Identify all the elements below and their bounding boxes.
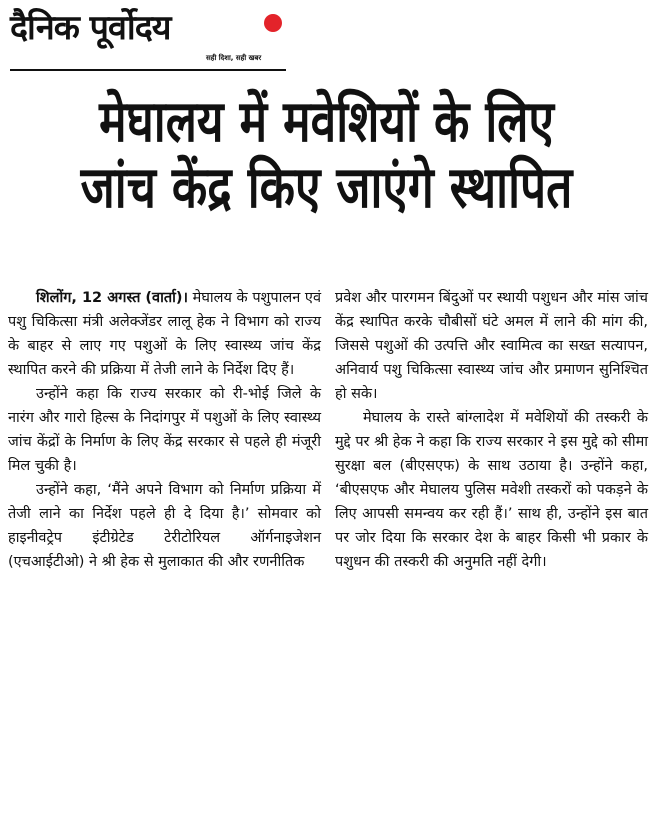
headline-line-2: जांच केंद्र किए जाएंगे स्थापित xyxy=(80,153,573,221)
newspaper-logo: दैनिक पूर्वोदय xyxy=(10,8,171,48)
article-paragraph: उन्होंने कहा कि राज्य सरकार को री-भोई जिले के नारंग और गारो हिल्स के निदांगपुर में पशुओं के लिए स्वास्थ्य जांच केंद्रों के निर्माण के लिए केंद्र सरकार से पहले ही मंजूरी मिल चुकी है। xyxy=(8,386,321,474)
article-paragraph: प्रवेश और पारगमन बिंदुओं पर स्थायी पशुधन और मांस जांच केंद्र स्थापित करके चौबीसों घंटे अमल में लाने की मांग की, जिससे पशुओं की उत्पत्ति और स्वामित्व का सख्त सत्यापन, अनिवार्य पशु चिकित्सा स्वास्थ्य जांच और प्रमाणन सुनिश्चित हो सके। xyxy=(335,290,648,402)
article-paragraph xyxy=(8,286,321,382)
article-headline xyxy=(0,88,653,220)
article-column-left xyxy=(8,286,321,810)
article-paragraph: मेघालय के रास्ते बांग्लादेश में मवेशियों की तस्करी के मुद्दे पर श्री हेक ने कहा कि राज्य सरकार ने इस मुद्दे को सीमा सुरक्षा बल (बीएसएफ) के साथ उठाया है। उन्होंने कहा, ‘बीएसएफ और मेघालय पुलिस मवेशी तस्करों को पकड़ने के लिए आपसी समन्वय कर रही हैं।’ साथ ही, उन्होंने इस बात पर जोर दिया कि सरकार देश के बाहर किसी भी प्रकार के पशुधन की तस्करी की अनुमति नहीं देगी। xyxy=(335,410,648,570)
article-column-right xyxy=(335,286,648,810)
masthead-rule xyxy=(10,69,286,71)
logo-dot-icon xyxy=(264,14,282,32)
article-body xyxy=(8,286,648,810)
paragraph-text: मेघालय के पशुपालन एवं पशु चिकित्सा मंत्री अलेक्जेंडर लालू हेक ने विभाग को राज्य के बाहर से लाए गए पशुओं के लिए स्वास्थ्य जांच केंद्र स्थापित करने की प्रक्रिया में तेजी लाने के निर्देश दिए हैं। xyxy=(8,290,322,378)
article-dateline: शिलोंग, 12 अगस्त (वार्ता)। xyxy=(36,290,189,306)
headline-line-1: मेघालय में मवेशियों के लिए xyxy=(99,87,554,155)
masthead-tagline: सही दिशा, सही खबर xyxy=(206,54,262,62)
article-paragraph: उन्होंने कहा, ‘मैंने अपने विभाग को निर्माण प्रक्रिया में तेजी लाने का निर्देश पहले ही दे दिया है।’ सोमवार को हाइनीवट्रेप इंटीग्रेटेड टेरीटोरियल ऑर्गनाइजेशन (एचआईटीओ) ने श्री हेक से मुलाकात की और रणनीतिक xyxy=(8,482,321,570)
masthead xyxy=(10,6,290,72)
